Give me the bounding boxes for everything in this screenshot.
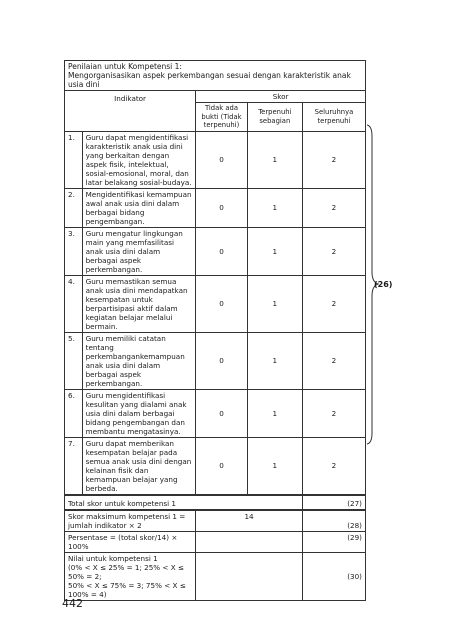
indicator-row — [65, 227, 366, 275]
indicator-number: 3. — [65, 227, 83, 275]
header-row-1 — [65, 91, 366, 103]
indicator-rows — [65, 131, 366, 495]
indicator-number: 2. — [65, 188, 83, 227]
total-score-label: Total skor untuk kompetensi 1 — [65, 495, 303, 510]
max-score-row — [65, 510, 366, 532]
score-0: 0 — [196, 131, 248, 188]
score-2: 2 — [302, 227, 365, 275]
indicator-text: Guru dapat mengidentifikasi karakteristik anak usia dini yang berkaitan dengan aspek fisik, intelektual, sosial-emosional, moral, dan latar belakang sosial-budaya. — [82, 131, 196, 188]
nilai-label — [65, 552, 196, 600]
indicator-number: 1. — [65, 131, 83, 188]
nilai-label-line-1: Nilai untuk kompetensi 1 — [68, 553, 158, 563]
indicator-text: Guru mengidentifikasi kesulitan yang dialami anak usia dini dalam berbagai bidang pengembangan dan membantu mengatasinya. — [82, 389, 196, 437]
indicator-text: Guru memiliki catatan tentang perkembangankemampuan anak usia dini dalam berbagai aspek perkembangan. — [82, 332, 196, 389]
brace-label: (26) — [374, 280, 393, 289]
indicator-row — [65, 275, 366, 332]
indicator-number: 5. — [65, 332, 83, 389]
header-skor: Skor — [196, 91, 366, 103]
indicator-text: Guru mengatur lingkungan main yang memfasilitasi anak usia dini dalam berbagai aspek perkembangan. — [82, 227, 196, 275]
header-tidak-ada-bukti: Tidak ada bukti (Tidak terpenuhi) — [196, 103, 248, 132]
score-2: 2 — [302, 188, 365, 227]
indicator-text: Guru memastikan semua anak usia dini mendapatkan kesempatan untuk berpartisipasi aktif dalam kegiatan belajar melalui bermain. — [82, 275, 196, 332]
indicator-row — [65, 389, 366, 437]
indicator-number: 7. — [65, 437, 83, 495]
title-line-1: Penilaian untuk Kompetensi 1: — [68, 62, 182, 71]
header-terpenuhi-sebagian: Terpenuhi sebagian — [247, 103, 302, 132]
header-seluruhnya-terpenuhi: Seluruhnya terpenuhi — [302, 103, 365, 132]
score-2: 2 — [302, 275, 365, 332]
title-row — [65, 61, 366, 91]
score-0: 0 — [196, 188, 248, 227]
nilai-label-line-3: 50% < X ≤ 75% = 3; 75% < X ≤ 100% = 4) — [68, 580, 186, 599]
total-score-row — [65, 495, 366, 510]
table-title — [65, 61, 366, 91]
max-score-label: Skor maksimum kompetensi 1 = jumlah indikator × 2 — [65, 510, 196, 532]
nilai-value — [196, 552, 303, 600]
nilai-label-line-2: (0% < X ≤ 25% = 1; 25% < X ≤ 50% = 2; — [68, 562, 184, 581]
score-1: 1 — [247, 188, 302, 227]
score-2: 2 — [302, 131, 365, 188]
header-indikator: Indikator — [65, 91, 196, 132]
score-1: 1 — [247, 437, 302, 495]
indicator-text: Mengidentifikasi kemampuan awal anak usia dini dalam berbagai bidang pengembangan. — [82, 188, 196, 227]
percentage-ref: (29) — [302, 531, 365, 552]
score-1: 1 — [247, 227, 302, 275]
score-1: 1 — [247, 275, 302, 332]
indicator-row — [65, 188, 366, 227]
score-0: 0 — [196, 227, 248, 275]
score-0: 0 — [196, 389, 248, 437]
score-1: 1 — [247, 131, 302, 188]
percentage-label: Persentase = (total skor/14) × 100% — [65, 531, 196, 552]
total-score-ref: (27) — [302, 495, 365, 510]
max-score-value: 14 — [196, 510, 303, 532]
score-0: 0 — [196, 437, 248, 495]
percentage-row — [65, 531, 366, 552]
indicator-row — [65, 332, 366, 389]
indicator-row — [65, 437, 366, 495]
title-line-2: Mengorganisasikan aspek perkembangan sesuai dengan karakteristik anak usia dini — [68, 71, 351, 89]
score-1: 1 — [247, 389, 302, 437]
indicator-row — [65, 131, 366, 188]
score-1: 1 — [247, 332, 302, 389]
indicator-text: Guru dapat memberikan kesempatan belajar pada semua anak usia dini dengan kelainan fisik dan kemampuan belajar yang berbeda. — [82, 437, 196, 495]
indicator-number: 6. — [65, 389, 83, 437]
indicator-number: 4. — [65, 275, 83, 332]
score-2: 2 — [302, 332, 365, 389]
score-0: 0 — [196, 275, 248, 332]
max-score-ref: (28) — [302, 510, 365, 532]
page-number: 442 — [62, 597, 83, 610]
nilai-row — [65, 552, 366, 600]
score-2: 2 — [302, 437, 365, 495]
nilai-ref: (30) — [302, 552, 365, 600]
score-0: 0 — [196, 332, 248, 389]
score-2: 2 — [302, 389, 365, 437]
percentage-value — [196, 531, 303, 552]
assessment-table — [64, 60, 366, 601]
summary-rows — [65, 495, 366, 601]
